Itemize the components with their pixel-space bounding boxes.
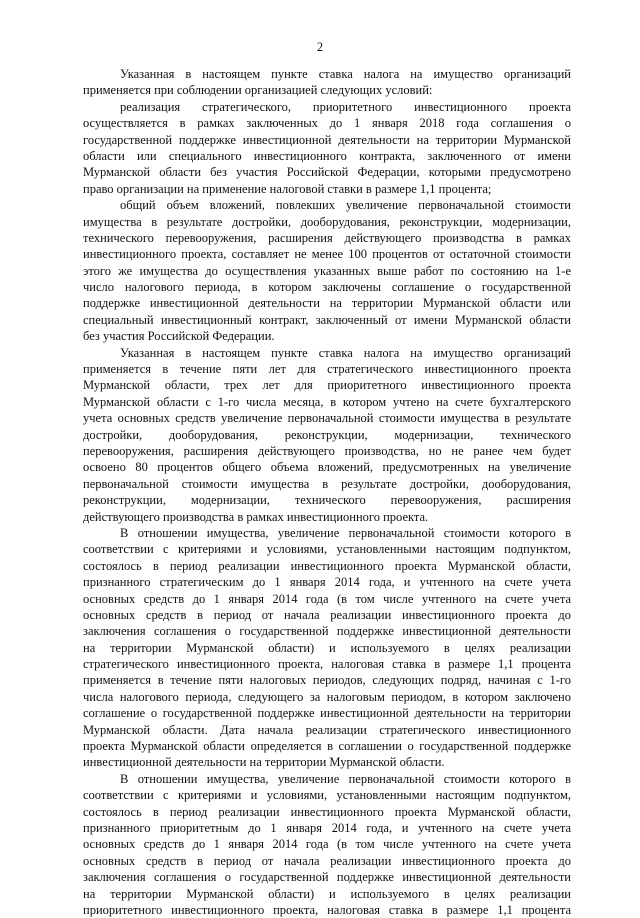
text-line: имущества в результате достройки, дооборудования, реконструкции, модернизации, — [83, 214, 571, 229]
text-line: Указанная в настоящем пункте ставка налога на имущество организаций — [120, 345, 571, 360]
text-line: технического перевооружения, расширения действующего производства в рамках — [83, 230, 571, 245]
text-line: заключения соглашения о государственной поддержке инвестиционной деятельности — [83, 624, 571, 639]
text-line: реализация стратегического, приоритетного инвестиционного проекта — [120, 99, 571, 114]
text-line: поддержке инвестиционной деятельности на территории Мурманской области или — [83, 296, 571, 311]
text-line: учета основных средств увеличение первоначальной стоимости имущества в результате — [83, 411, 571, 426]
text-line: реконструкции, модернизации, технического перевооружения, расширения — [83, 493, 571, 508]
text-line: действующего производства в рамках инвестиционного проекта. — [83, 509, 429, 524]
text-line: инвестиционной деятельности на территории Мурманской области. — [83, 755, 445, 770]
document-body — [83, 66, 571, 918]
text-line: соответствии с критериями и условиями, установленными настоящим подпунктом, — [83, 788, 571, 803]
text-line: соответствии с критериями и условиями, установленными настоящим подпунктом, — [83, 542, 571, 557]
text-line: этого же имущества до осуществления указанных выше работ по состоянию на 1-е — [83, 263, 571, 278]
text-line: на территории Мурманской области) и используемого в целях реализации — [83, 640, 571, 655]
text-line: без участия Российской Федерации. — [83, 329, 275, 344]
text-line: Мурманской области. Дата начала реализации стратегического инвестиционного — [83, 722, 571, 737]
text-line: общий объем вложений, повлекших увеличение первоначальной стоимости — [120, 198, 571, 213]
text-line: заключения соглашения о государственной поддержке инвестиционной деятельности — [83, 870, 571, 885]
text-line: освоено 80 процентов общего объема вложений, предусмотренных на увеличение — [83, 460, 571, 475]
text-line: числа налогового периода, следующего за налоговым периодом, в котором заключено — [83, 689, 571, 704]
text-line: применяется в течение пяти налоговых периодов, следующих подряд, начиная с 1-го — [83, 673, 571, 688]
text-line: признанного приоритетным до 1 января 2014 года, и учтенного на счете учета — [83, 820, 571, 835]
text-line: применяется при соблюдении организацией следующих условий: — [83, 83, 433, 98]
text-line: признанного стратегическим до 1 января 2014 года, и учтенного на счете учета — [83, 575, 571, 590]
text-line: основных средств до 1 января 2014 года (в том числе учтенного на счете учета — [83, 837, 571, 852]
text-line: осуществляется в рамках заключенных до 1 января 2018 года соглашения о — [83, 116, 571, 131]
text-line: инвестиционного проекта, составляет не менее 100 процентов от остаточной стоимости — [83, 247, 571, 262]
text-line: основных средств в период от начала реализации инвестиционного проекта до — [83, 607, 571, 622]
text-line: Мурманской области, трех лет для приоритетного инвестиционного проекта — [83, 378, 571, 393]
text-line: Мурманской области без участия Российской Федерации, которыми предусмотрено — [83, 165, 571, 180]
text-line: основных средств в период от начала реализации инвестиционного проекта до — [83, 853, 571, 868]
text-line: достройки, дооборудования, реконструкции, модернизации, технического — [83, 427, 571, 442]
text-line: Указанная в настоящем пункте ставка налога на имущество организаций — [120, 67, 571, 81]
text-line: число налогового периода, в котором заключены соглашение о государственной — [83, 280, 571, 295]
text-line: В отношении имущества, увеличение первоначальной стоимости которого в — [120, 525, 571, 540]
text-line: состоялось в период реализации инвестиционного проекта Мурманской области, — [83, 558, 571, 573]
text-line: приоритетного инвестиционного проекта, налоговая ставка в размере 1,1 процента — [83, 902, 571, 917]
text-line: Мурманской области с 1-го числа месяца, в котором учтено на счете бухгалтерского — [83, 394, 571, 409]
text-line: государственной поддержке инвестиционной деятельности на территории Мурманской — [83, 132, 571, 147]
text-line: области или специального инвестиционного контракта, заключенного от имени — [83, 148, 571, 163]
text-line: на территории Мурманской области) и используемого в целях реализации — [83, 886, 571, 901]
text-line: перевооружения, расширения действующего производства, но не ранее чем будет — [83, 443, 571, 458]
text-line: соглашение о государственной поддержке инвестиционной деятельности на территории — [83, 706, 571, 721]
text-line: первоначальной стоимости имущества в результате достройки, дооборудования, — [83, 476, 571, 491]
text-line: В отношении имущества, увеличение первоначальной стоимости которого в — [120, 771, 571, 786]
text-line: применяется в течение пяти лет для стратегического инвестиционного проекта — [83, 362, 571, 377]
text-line: состоялось в период реализации инвестиционного проекта Мурманской области, — [83, 804, 571, 819]
text-line: стратегического инвестиционного проекта, налоговая ставка в размере 1,1 процента — [83, 657, 571, 672]
page-number: 2 — [316, 40, 324, 54]
text-line: право организации на применение налоговой ставки в размере 1,1 процента; — [83, 181, 492, 196]
text-line: основных средств до 1 января 2014 года (в том числе учтенного на счете учета — [83, 591, 571, 606]
text-line: специальный инвестиционный контракт, заключенный от имени Мурманской области — [83, 312, 571, 327]
text-line: проекта Мурманской области определяется в соглашении о государственной поддержке — [83, 739, 571, 754]
